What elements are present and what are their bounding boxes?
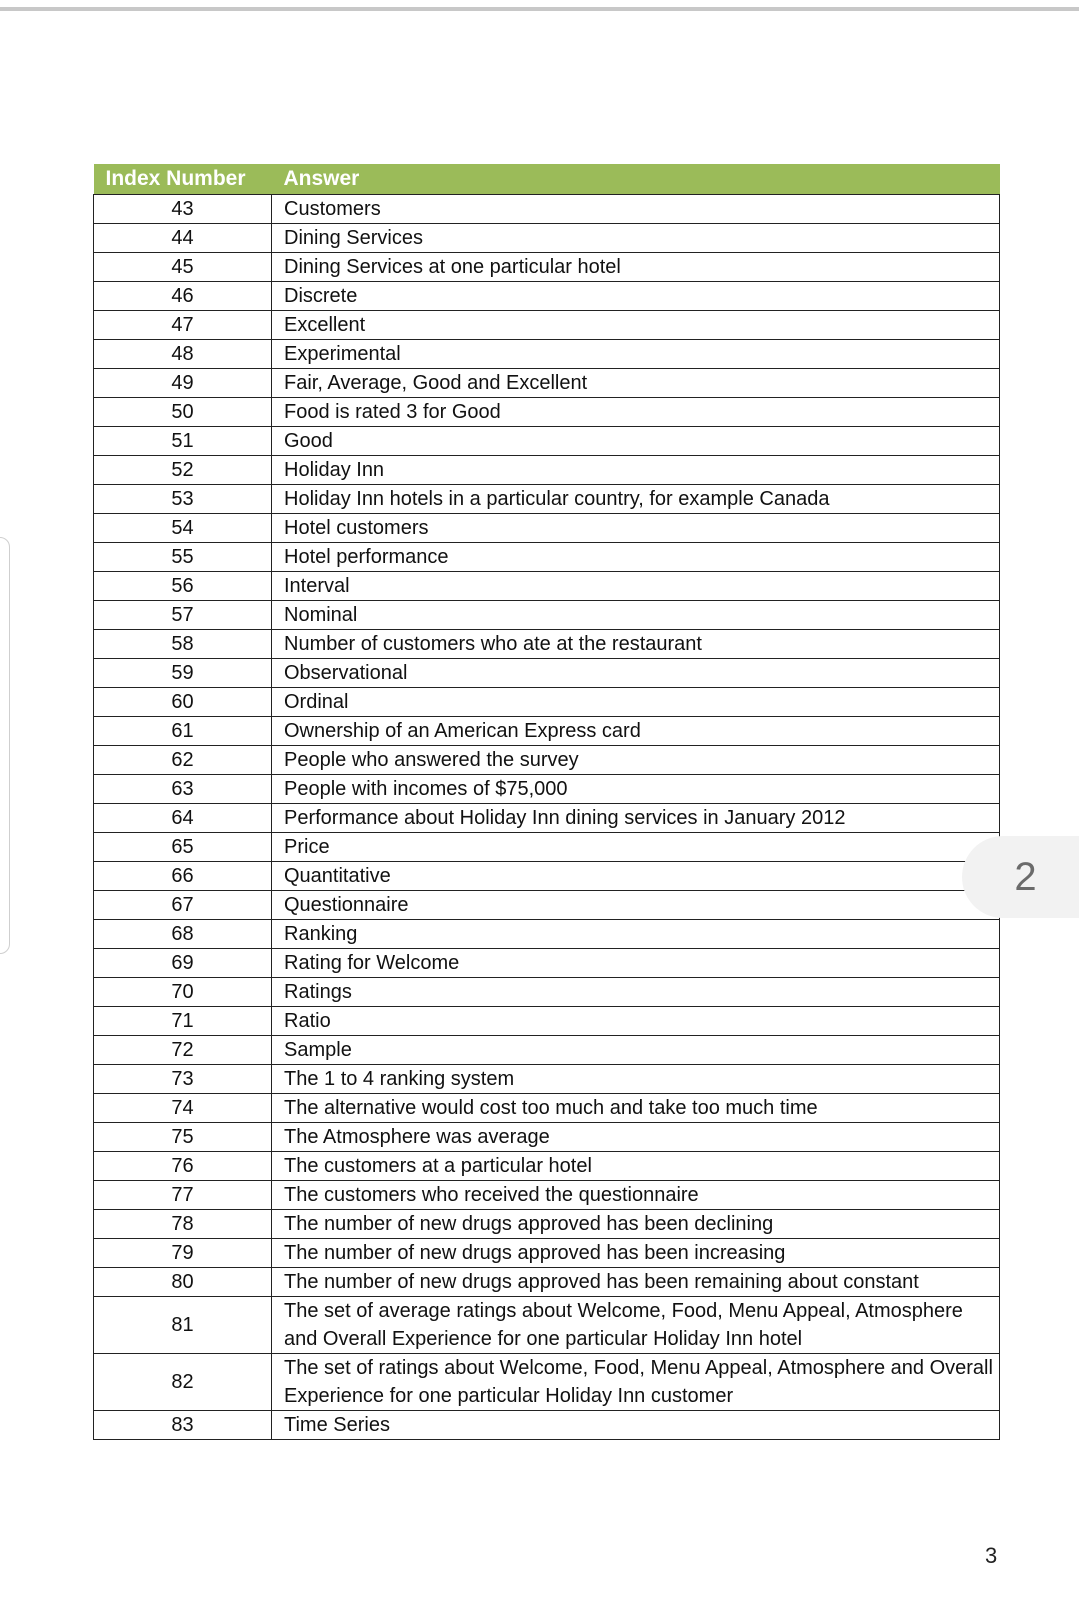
table-row bbox=[94, 688, 1000, 717]
table-row bbox=[94, 978, 1000, 1007]
table-row bbox=[94, 949, 1000, 978]
table-body bbox=[94, 195, 1000, 1440]
table-row bbox=[94, 543, 1000, 572]
answer-cell: The alternative would cost too much and take too much time bbox=[272, 1094, 1000, 1123]
answer-cell: The Atmosphere was average bbox=[272, 1123, 1000, 1152]
index-number-cell: 79 bbox=[94, 1239, 272, 1268]
index-number-cell: 53 bbox=[94, 485, 272, 514]
table-row bbox=[94, 862, 1000, 891]
answer-cell: Questionnaire bbox=[272, 891, 1000, 920]
answer-cell: Experimental bbox=[272, 340, 1000, 369]
index-number-cell: 83 bbox=[94, 1411, 272, 1440]
table-row bbox=[94, 398, 1000, 427]
table-row bbox=[94, 804, 1000, 833]
table-row bbox=[94, 1123, 1000, 1152]
table-row bbox=[94, 1239, 1000, 1268]
page-number: 3 bbox=[985, 1543, 998, 1568]
answer-cell: Ratio bbox=[272, 1007, 1000, 1036]
answer-cell: Fair, Average, Good and Excellent bbox=[272, 369, 1000, 398]
table-row bbox=[94, 427, 1000, 456]
table-row bbox=[94, 1354, 1000, 1411]
index-number-cell: 82 bbox=[94, 1354, 272, 1411]
index-number-cell: 71 bbox=[94, 1007, 272, 1036]
answer-cell: The 1 to 4 ranking system bbox=[272, 1065, 1000, 1094]
index-number-cell: 72 bbox=[94, 1036, 272, 1065]
table-row bbox=[94, 717, 1000, 746]
table-row bbox=[94, 195, 1000, 224]
table-row bbox=[94, 1036, 1000, 1065]
table-row bbox=[94, 833, 1000, 862]
index-number-cell: 55 bbox=[94, 543, 272, 572]
index-number-cell: 59 bbox=[94, 659, 272, 688]
index-number-cell: 67 bbox=[94, 891, 272, 920]
answer-cell: Ownership of an American Express card bbox=[272, 717, 1000, 746]
table-row bbox=[94, 485, 1000, 514]
answer-cell: The customers who received the questionnaire bbox=[272, 1181, 1000, 1210]
index-number-cell: 66 bbox=[94, 862, 272, 891]
answer-cell: Discrete bbox=[272, 282, 1000, 311]
answer-cell: Holiday Inn hotels in a particular country, for example Canada bbox=[272, 485, 1000, 514]
index-number-cell: 62 bbox=[94, 746, 272, 775]
table-row bbox=[94, 601, 1000, 630]
answer-cell: Food is rated 3 for Good bbox=[272, 398, 1000, 427]
answer-cell: The set of average ratings about Welcome, Food, Menu Appeal, Atmosphere and Overall Experience for one particular Holiday Inn hotel bbox=[272, 1297, 1000, 1354]
answer-cell: Sample bbox=[272, 1036, 1000, 1065]
index-number-cell: 81 bbox=[94, 1297, 272, 1354]
table-row bbox=[94, 775, 1000, 804]
answer-cell: Observational bbox=[272, 659, 1000, 688]
index-number-cell: 47 bbox=[94, 311, 272, 340]
table-row bbox=[94, 572, 1000, 601]
answer-cell: Excellent bbox=[272, 311, 1000, 340]
index-number-cell: 65 bbox=[94, 833, 272, 862]
table-row bbox=[94, 282, 1000, 311]
table-row bbox=[94, 1094, 1000, 1123]
answer-cell: Number of customers who ate at the restaurant bbox=[272, 630, 1000, 659]
answer-cell: Dining Services bbox=[272, 224, 1000, 253]
answer-cell: Time Series bbox=[272, 1411, 1000, 1440]
table-row bbox=[94, 1297, 1000, 1354]
table-row bbox=[94, 1007, 1000, 1036]
index-number-cell: 52 bbox=[94, 456, 272, 485]
answer-cell: The number of new drugs approved has been declining bbox=[272, 1210, 1000, 1239]
answer-cell: People with incomes of $75,000 bbox=[272, 775, 1000, 804]
index-number-cell: 44 bbox=[94, 224, 272, 253]
index-number-cell: 57 bbox=[94, 601, 272, 630]
page-indicator-label: 2 bbox=[1014, 854, 1037, 899]
answer-cell: Dining Services at one particular hotel bbox=[272, 253, 1000, 282]
table-row bbox=[94, 514, 1000, 543]
index-number-cell: 63 bbox=[94, 775, 272, 804]
index-number-cell: 80 bbox=[94, 1268, 272, 1297]
table-row bbox=[94, 456, 1000, 485]
index-number-cell: 68 bbox=[94, 920, 272, 949]
table-row bbox=[94, 630, 1000, 659]
table-row bbox=[94, 1411, 1000, 1440]
answer-cell: Price bbox=[272, 833, 1000, 862]
answer-cell: The number of new drugs approved has been increasing bbox=[272, 1239, 1000, 1268]
page-indicator-tab[interactable] bbox=[962, 836, 1079, 918]
index-number-cell: 46 bbox=[94, 282, 272, 311]
table-row bbox=[94, 1065, 1000, 1094]
table-row bbox=[94, 369, 1000, 398]
index-number-cell: 76 bbox=[94, 1152, 272, 1181]
index-number-cell: 75 bbox=[94, 1123, 272, 1152]
index-number-cell: 74 bbox=[94, 1094, 272, 1123]
table-row bbox=[94, 311, 1000, 340]
answer-cell: People who answered the survey bbox=[272, 746, 1000, 775]
index-number-cell: 77 bbox=[94, 1181, 272, 1210]
answers-table bbox=[93, 164, 1000, 1440]
header-row bbox=[94, 164, 1000, 195]
table-row bbox=[94, 659, 1000, 688]
answer-cell: Customers bbox=[272, 195, 1000, 224]
answer-cell: Good bbox=[272, 427, 1000, 456]
index-number-cell: 70 bbox=[94, 978, 272, 1007]
table-row bbox=[94, 224, 1000, 253]
answer-cell: Nominal bbox=[272, 601, 1000, 630]
index-number-cell: 64 bbox=[94, 804, 272, 833]
answer-cell: Interval bbox=[272, 572, 1000, 601]
table-row bbox=[94, 1152, 1000, 1181]
index-number-cell: 61 bbox=[94, 717, 272, 746]
index-number-cell: 48 bbox=[94, 340, 272, 369]
index-number-cell: 54 bbox=[94, 514, 272, 543]
answer-cell: Performance about Holiday Inn dining services in January 2012 bbox=[272, 804, 1000, 833]
table-row bbox=[94, 920, 1000, 949]
answer-cell: The number of new drugs approved has been remaining about constant bbox=[272, 1268, 1000, 1297]
answer-cell: The customers at a particular hotel bbox=[272, 1152, 1000, 1181]
table-row bbox=[94, 1181, 1000, 1210]
table-row bbox=[94, 1210, 1000, 1239]
answer-cell: Ratings bbox=[272, 978, 1000, 1007]
index-number-cell: 50 bbox=[94, 398, 272, 427]
side-panel-handle[interactable] bbox=[0, 537, 10, 954]
answer-cell: Quantitative bbox=[272, 862, 1000, 891]
answer-cell: Holiday Inn bbox=[272, 456, 1000, 485]
answer-cell: Ordinal bbox=[272, 688, 1000, 717]
answer-cell: Rating for Welcome bbox=[272, 949, 1000, 978]
table-row bbox=[94, 253, 1000, 282]
answer-cell: The set of ratings about Welcome, Food, Menu Appeal, Atmosphere and Overall Experience for one particular Holiday Inn customer bbox=[272, 1354, 1000, 1411]
index-number-cell: 69 bbox=[94, 949, 272, 978]
index-number-cell: 45 bbox=[94, 253, 272, 282]
answer-cell: Ranking bbox=[272, 920, 1000, 949]
header-index-number: Index Number bbox=[94, 164, 272, 195]
index-number-cell: 78 bbox=[94, 1210, 272, 1239]
index-number-cell: 43 bbox=[94, 195, 272, 224]
index-number-cell: 51 bbox=[94, 427, 272, 456]
top-divider bbox=[0, 7, 1079, 11]
index-number-cell: 60 bbox=[94, 688, 272, 717]
index-number-cell: 49 bbox=[94, 369, 272, 398]
index-number-cell: 56 bbox=[94, 572, 272, 601]
index-number-cell: 58 bbox=[94, 630, 272, 659]
table-row bbox=[94, 340, 1000, 369]
answer-cell: Hotel customers bbox=[272, 514, 1000, 543]
answer-cell: Hotel performance bbox=[272, 543, 1000, 572]
table-row bbox=[94, 891, 1000, 920]
table-row bbox=[94, 746, 1000, 775]
header-answer: Answer bbox=[272, 164, 1000, 195]
table-row bbox=[94, 1268, 1000, 1297]
index-number-cell: 73 bbox=[94, 1065, 272, 1094]
